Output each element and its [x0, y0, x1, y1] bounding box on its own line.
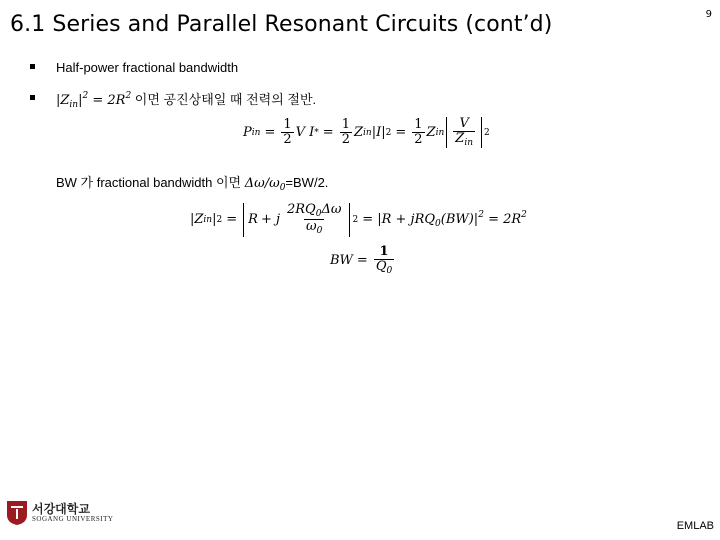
- pin-equation: P in = $\frac{1}{2}$ V I * = $\frac{1}{2}$ Z in |I| 2 = $\frac{1}{2}$ Z in $\frac{V}{Z_{in}}$ 2: [243, 116, 490, 148]
- slide-title: 6.1 Series and Parallel Resonant Circuits (cont’d): [10, 12, 553, 37]
- bullet-marker: [30, 95, 35, 100]
- page-number: 9: [705, 9, 712, 20]
- zin-equation: |Z in | 2 = R + j $\frac{2RQ_0\Delta\omega}{\omega_0}$ 2 = $|R + jRQ_0(BW)|^2 = 2R^2$: [190, 202, 527, 237]
- logo-korean: 서강대학교: [32, 501, 90, 516]
- bw-definition: BW 가 fractional bandwidth 이면 $\Delta\omega/\omega_0=BW/2$.: [56, 175, 329, 193]
- bullet-half-power: Half-power fractional bandwidth: [56, 60, 239, 75]
- university-logo: [6, 500, 113, 526]
- bullet-zin-condition: $|Z_{in}|^2 = 2R^2$ 이면 공진상태일 때 전력의 절반.: [56, 91, 317, 110]
- bw-equation: BW = $\frac{1}{Q_0}$: [330, 244, 393, 276]
- bullet-marker: [30, 64, 35, 69]
- footer-lab-label: EMLAB: [676, 520, 714, 532]
- logo-english: SOGANG UNIVERSITY: [32, 514, 114, 523]
- university-crest-icon: [6, 500, 28, 526]
